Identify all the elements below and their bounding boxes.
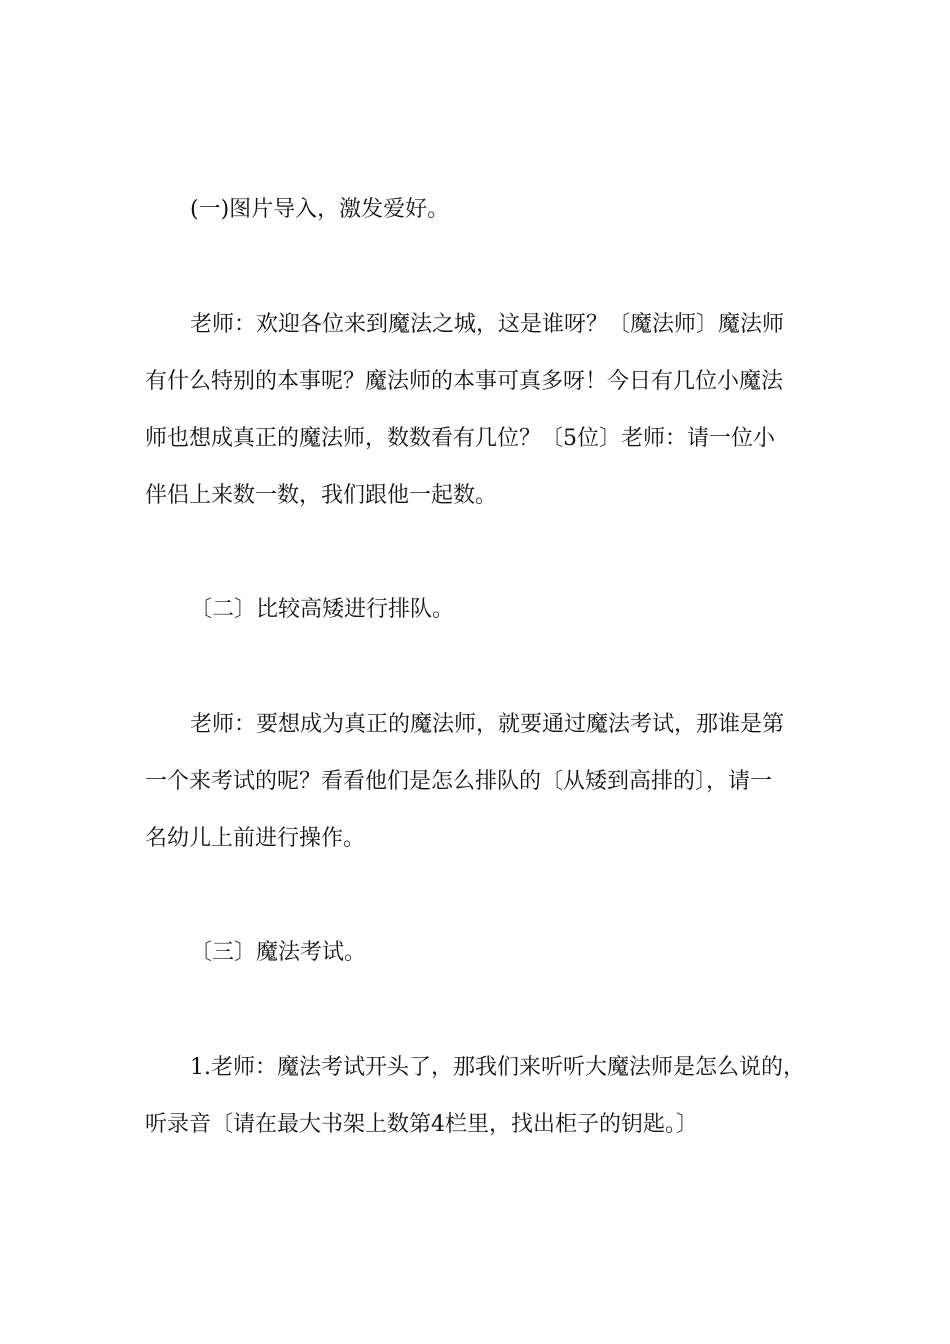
section-3-heading: 〔三〕魔法考试。: [190, 940, 367, 965]
section-2-paragraph-line-2: 一个来考试的呢？看看他们是怎么排队的〔从矮到高排的〕，请一: [145, 769, 773, 794]
section-3-paragraph-line-2: 听录音〔请在最大书架上数第4栏里，找出柜子的钥匙。〕: [145, 1112, 698, 1137]
section-3-paragraph-line-1: 1.老师：魔法考试开头了，那我们来听听大魔法师是怎么说的，: [190, 1055, 805, 1080]
section-1-paragraph-line-2: 有什么特别的本事呢？魔法师的本事可真多呀！今日有几位小魔法: [145, 369, 784, 394]
section-1-paragraph-line-3: 师也想成真正的魔法师，数数看有几位？〔5位〕老师：请一位小: [145, 426, 775, 451]
section-2-heading: 〔二〕比较高矮进行排队。: [190, 597, 455, 622]
section-1-paragraph-line-1: 老师：欢迎各位来到魔法之城，这是谁呀？〔魔法师〕魔法师: [190, 312, 785, 337]
section-1-paragraph-line-4: 伴侣上来数一数，我们跟他一起数。: [145, 483, 498, 508]
section-2-paragraph-line-3: 名幼儿上前进行操作。: [145, 826, 366, 851]
section-2-paragraph-line-1: 老师：要想成为真正的魔法师，就要通过魔法考试，那谁是第: [190, 712, 785, 737]
section-1-heading: (一)图片导入，激发爱好。: [190, 197, 450, 222]
